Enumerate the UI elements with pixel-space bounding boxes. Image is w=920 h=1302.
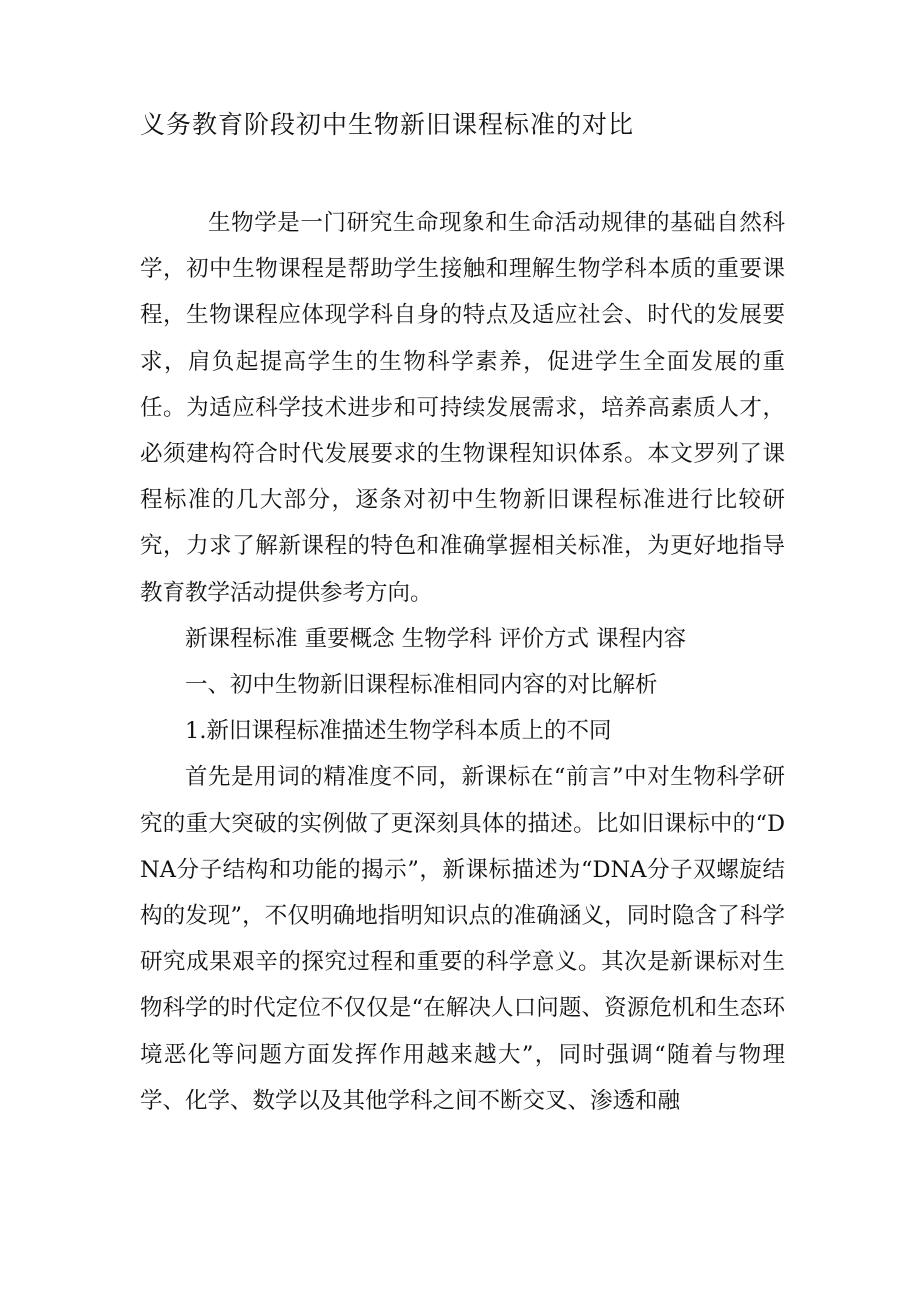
abstract-paragraph: 生物学是一门研究生命现象和生命活动规律的基础自然科学，初中生物课程是帮助学生接触和理解生物学科本质的重要课程，生物课程应体现学科自身的特点及适应社会、时代的发展要求，肩负起提高学生的生物科学素养，促进学生全面发展的重任。为适应科学技术进步和可持续发展需求，培养高素质人才，必须建构符合时代发展要求的生物课程知识体系。本文罗列了课程标准的几大部分，逐条对初中生物新旧课程标准进行比较研究，力求了解新课程的特色和准确掌握相关标准，为更好地指导教育教学活动提供参考方向。 <box>140 210 785 606</box>
section-heading: 一、初中生物新旧课程标准相同内容的对比解析 <box>185 672 658 699</box>
keywords-line: 新课程标准 重要概念 生物学科 评价方式 课程内容 <box>185 625 687 652</box>
subsection-heading: 1.新旧课程标准描述生物学科本质上的不同 <box>185 718 612 745</box>
body-paragraph: 首先是用词的精准度不同，新课标在“前言”中对生物科学研究的重大突破的实例做了更深刻具体的描述。比如旧课标中的“DNA分子结构和功能的揭示”，新课标描述为“DNA分子双螺旋结构的发现”，不仅明确地指明知识点的准确涵义，同时隐含了科学研究成果艰辛的探究过程和重要的科学意义。其次是新课标对生物科学的时代定位不仅仅是“在解决人口问题、资源危机和生态环境恶化等问题方面发挥作用越来越大”，同时强调“随着与物理学、化学、数学以及其他学科之间不断交叉、渗透和融 <box>140 764 785 1114</box>
document-title: 义务教育阶段初中生物新旧课程标准的对比 <box>140 110 635 139</box>
document-body <box>140 200 785 1124</box>
